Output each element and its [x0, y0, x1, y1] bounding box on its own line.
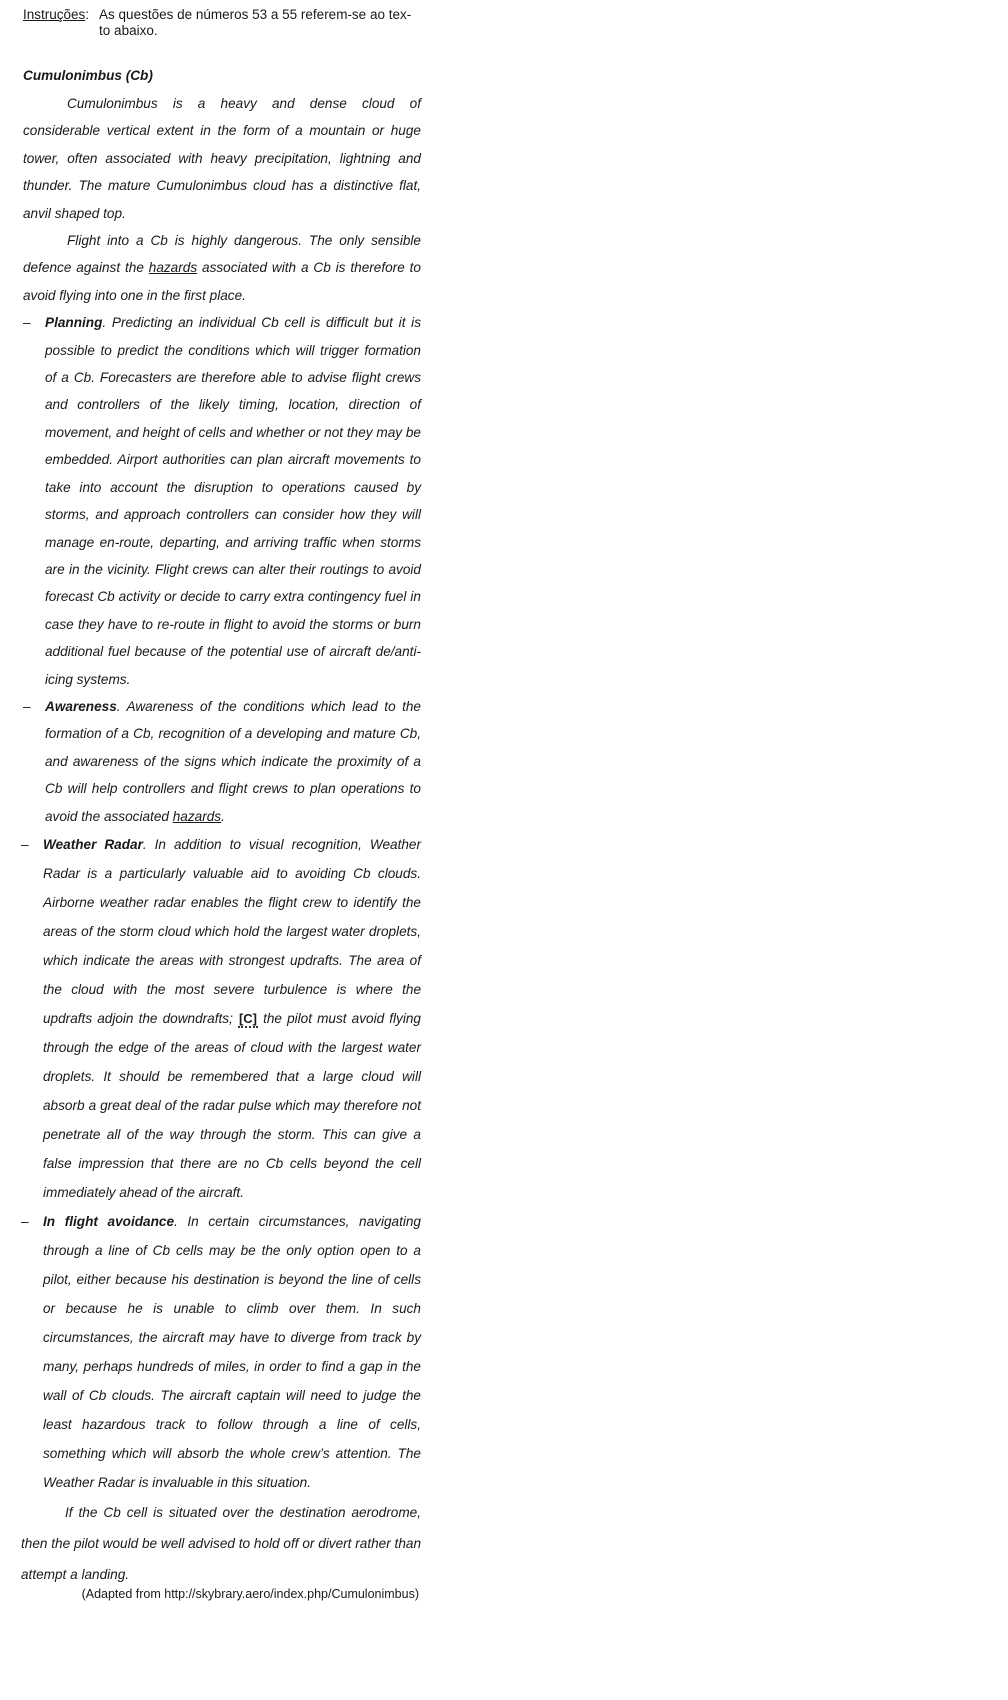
bullet-text-planning: . Predicting an individual Cb cell is difficult but it is possible to predict the conditions which will trigger formation of a Cb. Forecasters are therefore able to advise flight crews and controllers of the likely timing, location, direction of movement, and height of cells and whether or not they may be embedded. Airport authorities can plan aircraft movements to take into account the disruption to operations caused by storms, and approach controllers can consider how they will manage en-route, departing, and arriving traffic when storms are in the vicinity. Flight crews can alter their routings to avoid forecast Cb activity or decide to carry extra contingency fuel in case they have to re-route in flight to avoid the storms or burn additional fuel because of the potential use of aircraft de/anti-icing systems. [45, 315, 421, 687]
article-title: Cumulonimbus (Cb) [23, 68, 153, 83]
bullet-dash: – [23, 315, 31, 331]
bullet-text-weather-radar-2: the pilot must avoid flying through the edge of the areas of cloud with the largest water droplets. It should be remembered that a large cloud will absorb a great deal of the radar pulse which may therefore not penetrate all of the way through the storm. This can give a false impression that there are no Cb cells beyond the cell immediately ahead of the aircraft. [43, 1010, 421, 1200]
instructions-label: Instruções [23, 7, 86, 22]
bullet-dash: – [23, 698, 31, 714]
source-citation: (Adapted from http://skybrary.aero/index.php/Cumulonimbus) [81, 1586, 419, 1601]
paragraph-defence-text-1: Flight into a Cb is highly dangerous. The only sensible defence against the [23, 233, 421, 276]
paragraph-intro: Cumulonimbus is a heavy and dense cloud of considerable vertical extent in the form of a mountain or huge tower, often associated with heavy precipitation, lightning and thunder. The mature Cumulonimbus cloud has a distinctive flat, anvil shaped top. [23, 96, 421, 221]
instructions-colon: : [85, 7, 90, 22]
instructions-label-wrap [23, 7, 89, 39]
bullet-term-in-flight-avoidance: In flight avoidance [43, 1213, 175, 1229]
article-column [23, 64, 421, 1602]
paragraph-defence-text-2: associated with a Cb is therefore to avoid flying into one in the first place. [23, 260, 421, 303]
bullet-term-planning: Planning [45, 315, 103, 331]
bullet-text-awareness: . Awareness of the conditions which lead to the formation of a Cb, recognition of a developing and mature Cb, and awareness of the signs which indicate the proximity of a Cb will help controllers and flight crews to plan operations to avoid the associated [45, 698, 421, 824]
gap-marker-c: [C] [238, 1010, 257, 1026]
bullet-text-weather-radar-1: . In addition to visual recognition, Weather Radar is a particularly valuable aid to avoiding Cb clouds. Airborne weather radar enables the flight crew to identify the areas of the storm cloud which hold the largest water droplets, which indicate the areas with strongest updrafts. The area of the cloud with the most severe turbulence is where the updrafts adjoin the downdrafts; [43, 836, 421, 1026]
bullet-dash: – [21, 1213, 29, 1229]
bullet-text-in-flight-avoidance: . In certain circumstances, navigating through a line of Cb cells may be the only option open to a pilot, either because his destination is beyond the line of cells or because he is unable to climb over them. In such circumstances, the aircraft may have to diverge from track by many, perhaps hundreds of miles, in order to find a gap in the wall of Cb clouds. The aircraft captain will need to judge the least hazardous track to follow through a line of cells, something which will absorb the whole crew’s attention. The Weather Radar is invaluable in this situation. [43, 1213, 421, 1490]
instructions-text: As questões de números 53 a 55 referem-se ao tex-to abaixo. [99, 7, 412, 38]
hazards-link: hazards [148, 260, 198, 276]
bullet-in-flight-avoidance [21, 1207, 421, 1497]
bullet-awareness [23, 693, 421, 830]
bullet-term-awareness: Awareness [45, 698, 117, 714]
instructions-block [23, 7, 423, 39]
bullet-term-weather-radar: Weather Radar [43, 836, 143, 852]
paragraph-defence [23, 227, 421, 309]
bullet-text-awareness-end: . [221, 808, 225, 824]
bullet-weather-radar [21, 830, 421, 1207]
hazards-link-2: hazards [172, 808, 222, 824]
paragraph-closing: If the Cb cell is situated over the destination aerodrome, then the pilot would be well advised to hold off or divert rather than attempt a landing. [21, 1504, 421, 1582]
bullet-planning [23, 309, 421, 693]
bullet-dash: – [21, 836, 29, 852]
